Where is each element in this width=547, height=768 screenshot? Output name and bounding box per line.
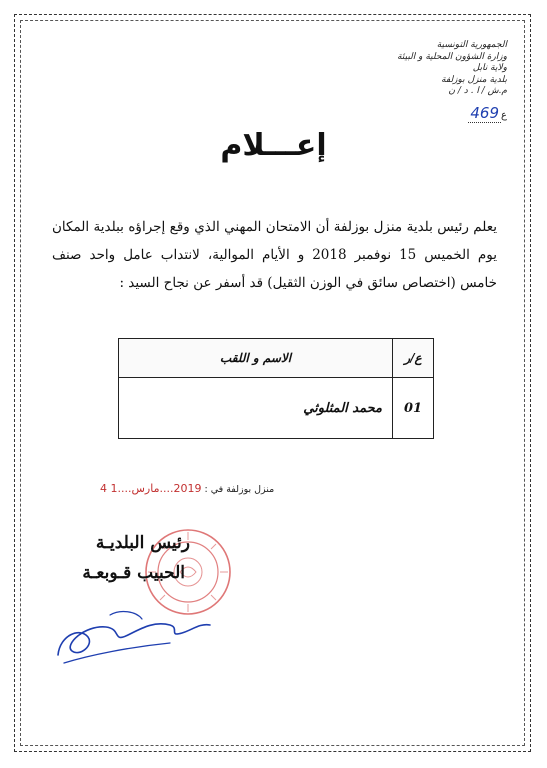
signatory-name: الحبيب قـوبعـة (82, 563, 185, 583)
table-row (119, 378, 434, 439)
results-table (118, 338, 434, 439)
column-header-number: ع/ر (393, 339, 434, 378)
handwritten-signature-icon (50, 585, 250, 675)
letterhead-line-country: الجمهورية التونسية (436, 40, 507, 50)
reference-number-line (468, 104, 507, 122)
letterhead-line-ministry: وزارة الشؤون المحلية و البيئة (397, 51, 507, 62)
date-stamp: 2019....مارس....1 4 (100, 482, 202, 495)
letterhead (307, 40, 507, 98)
table-header-row (119, 339, 434, 378)
date-label: منزل بوزلفة في : (204, 484, 275, 495)
column-header-name: الاسم و اللقب (119, 339, 393, 378)
date-line (100, 482, 274, 495)
letterhead-line-governorate: ولاية نابل (472, 63, 507, 73)
reference-prefix: ع (501, 110, 507, 121)
page-title: إعـــلام (220, 128, 327, 163)
signatory-title: رئيس البلديـة (95, 533, 190, 553)
row-number-cell: 01 (393, 378, 434, 439)
reference-number: 469 (470, 104, 500, 122)
row-name-cell: محمد المثلوثي (119, 378, 393, 439)
announcement-body: يعلم رئيس بلدية منزل بوزلفة أن الامتحان المهني الذي وقع إجراؤه ببلدية المكان يوم الخميس 15 نوفمبر 2018 و الأيام الموالية، لانتداب عامل واحد صنف خامس (اختصاص سائق في الوزن الثقيل) قد أسفر عن نجاح السيد : (52, 219, 498, 291)
letterhead-line-municipality: بلدية منزل بوزلفة (441, 74, 507, 85)
letterhead-line-department: م.ش / ا . د / ن (448, 86, 507, 96)
